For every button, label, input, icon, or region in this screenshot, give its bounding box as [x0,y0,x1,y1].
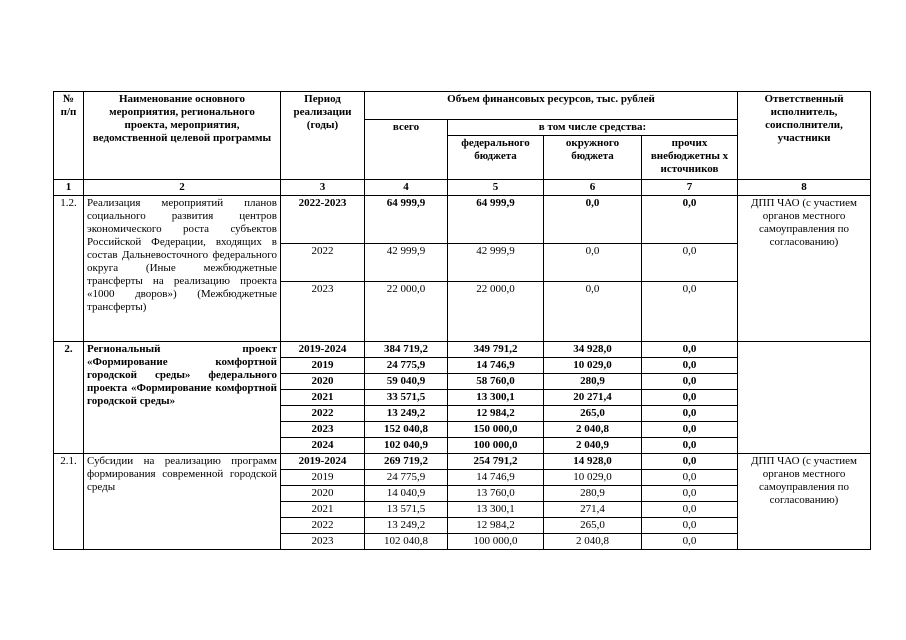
row-other: 0,0 [642,534,738,550]
row-other: 0,0 [642,244,738,282]
header-other: прочих внебюджетны х источников [642,136,738,180]
header-district: окружного бюджета [544,136,642,180]
row-name: Региональный проект «Формирование комфортной городской среды» федерального проекта «Формирование комфортной городской среды» [84,342,281,454]
row-total: 22 000,0 [365,282,448,342]
table-row [54,196,871,244]
row-period: 2023 [281,534,365,550]
header-including: в том числе средства: [448,120,738,136]
column-number: 3 [281,180,365,196]
row-federal: 12 984,2 [448,518,544,534]
row-district: 2 040,8 [544,534,642,550]
row-federal: 58 760,0 [448,374,544,390]
row-district: 10 029,0 [544,470,642,486]
row-district: 20 271,4 [544,390,642,406]
row-federal: 13 300,1 [448,502,544,518]
column-number: 8 [738,180,871,196]
column-number: 5 [448,180,544,196]
row-total: 152 040,8 [365,422,448,438]
row-period: 2020 [281,374,365,390]
row-district: 280,9 [544,374,642,390]
header-total: всего [365,120,448,180]
row-other: 0,0 [642,470,738,486]
row-federal: 100 000,0 [448,438,544,454]
row-federal: 100 000,0 [448,534,544,550]
row-total: 13 571,5 [365,502,448,518]
row-other: 0,0 [642,422,738,438]
row-district: 265,0 [544,518,642,534]
row-responsible [738,342,871,454]
row-district: 280,9 [544,486,642,502]
row-id: 2. [54,342,84,454]
financing-table [53,91,871,550]
row-other: 0,0 [642,438,738,454]
row-id: 2.1. [54,454,84,550]
row-federal: 14 746,9 [448,470,544,486]
row-district: 2 040,9 [544,438,642,454]
row-total: 13 249,2 [365,406,448,422]
header-name: Наименование основного мероприятия, регионального проекта, мероприятия, ведомственной целевой программы [84,92,281,180]
row-total: 42 999,9 [365,244,448,282]
row-total: 384 719,2 [365,342,448,358]
row-other: 0,0 [642,518,738,534]
row-total: 269 719,2 [365,454,448,470]
row-other: 0,0 [642,342,738,358]
row-federal: 349 791,2 [448,342,544,358]
column-numbers-row [54,180,871,196]
column-number: 4 [365,180,448,196]
row-name: Реализация мероприятий планов социального развития центров экономического роста субъектов Российской Федерации, входящих в состав Дальневосточного федерального округа (Иные межбюджетные трансферты на реализацию проекта «1000 дворов») (Межбюджетные трансферты) [84,196,281,342]
row-other: 0,0 [642,196,738,244]
row-federal: 42 999,9 [448,244,544,282]
row-other: 0,0 [642,486,738,502]
row-district: 271,4 [544,502,642,518]
row-other: 0,0 [642,502,738,518]
row-district: 0,0 [544,244,642,282]
column-number: 1 [54,180,84,196]
row-period: 2019 [281,470,365,486]
row-period: 2021 [281,390,365,406]
header-volume: Объем финансовых ресурсов, тыс. рублей [365,92,738,120]
table-row [54,342,871,358]
row-district: 10 029,0 [544,358,642,374]
row-district: 265,0 [544,406,642,422]
row-period: 2022 [281,406,365,422]
row-name: Субсидии на реализацию программ формирования современной городской среды [84,454,281,550]
header-responsible: Ответственный исполнитель, соисполнители, участники [738,92,871,180]
row-period: 2020 [281,486,365,502]
column-number: 7 [642,180,738,196]
row-district: 14 928,0 [544,454,642,470]
row-period: 2019 [281,358,365,374]
row-district: 0,0 [544,196,642,244]
row-total: 24 775,9 [365,358,448,374]
header-federal: федерального бюджета [448,136,544,180]
row-federal: 13 300,1 [448,390,544,406]
row-responsible: ДПП ЧАО (с участием органов местного самоуправления по согласованию) [738,196,871,342]
row-other: 0,0 [642,406,738,422]
row-period: 2023 [281,282,365,342]
row-total: 33 571,5 [365,390,448,406]
row-federal: 22 000,0 [448,282,544,342]
row-other: 0,0 [642,358,738,374]
row-total: 102 040,8 [365,534,448,550]
row-period: 2022-2023 [281,196,365,244]
row-federal: 14 746,9 [448,358,544,374]
row-period: 2021 [281,502,365,518]
column-number: 6 [544,180,642,196]
row-other: 0,0 [642,390,738,406]
row-other: 0,0 [642,282,738,342]
column-number: 2 [84,180,281,196]
row-other: 0,0 [642,374,738,390]
header-num: № п/п [54,92,84,180]
row-period: 2022 [281,244,365,282]
table-row [54,454,871,470]
row-federal: 12 984,2 [448,406,544,422]
row-period: 2019-2024 [281,342,365,358]
row-total: 102 040,9 [365,438,448,454]
row-district: 2 040,8 [544,422,642,438]
row-period: 2019-2024 [281,454,365,470]
row-period: 2024 [281,438,365,454]
row-federal: 150 000,0 [448,422,544,438]
row-period: 2023 [281,422,365,438]
row-id: 1.2. [54,196,84,342]
row-total: 59 040,9 [365,374,448,390]
row-responsible: ДПП ЧАО (с участием органов местного самоуправления по согласованию) [738,454,871,550]
row-other: 0,0 [642,454,738,470]
row-period: 2022 [281,518,365,534]
row-total: 14 040,9 [365,486,448,502]
row-federal: 254 791,2 [448,454,544,470]
row-total: 13 249,2 [365,518,448,534]
row-federal: 13 760,0 [448,486,544,502]
row-total: 24 775,9 [365,470,448,486]
header-period: Период реализации (годы) [281,92,365,180]
row-district: 34 928,0 [544,342,642,358]
row-total: 64 999,9 [365,196,448,244]
row-district: 0,0 [544,282,642,342]
row-federal: 64 999,9 [448,196,544,244]
